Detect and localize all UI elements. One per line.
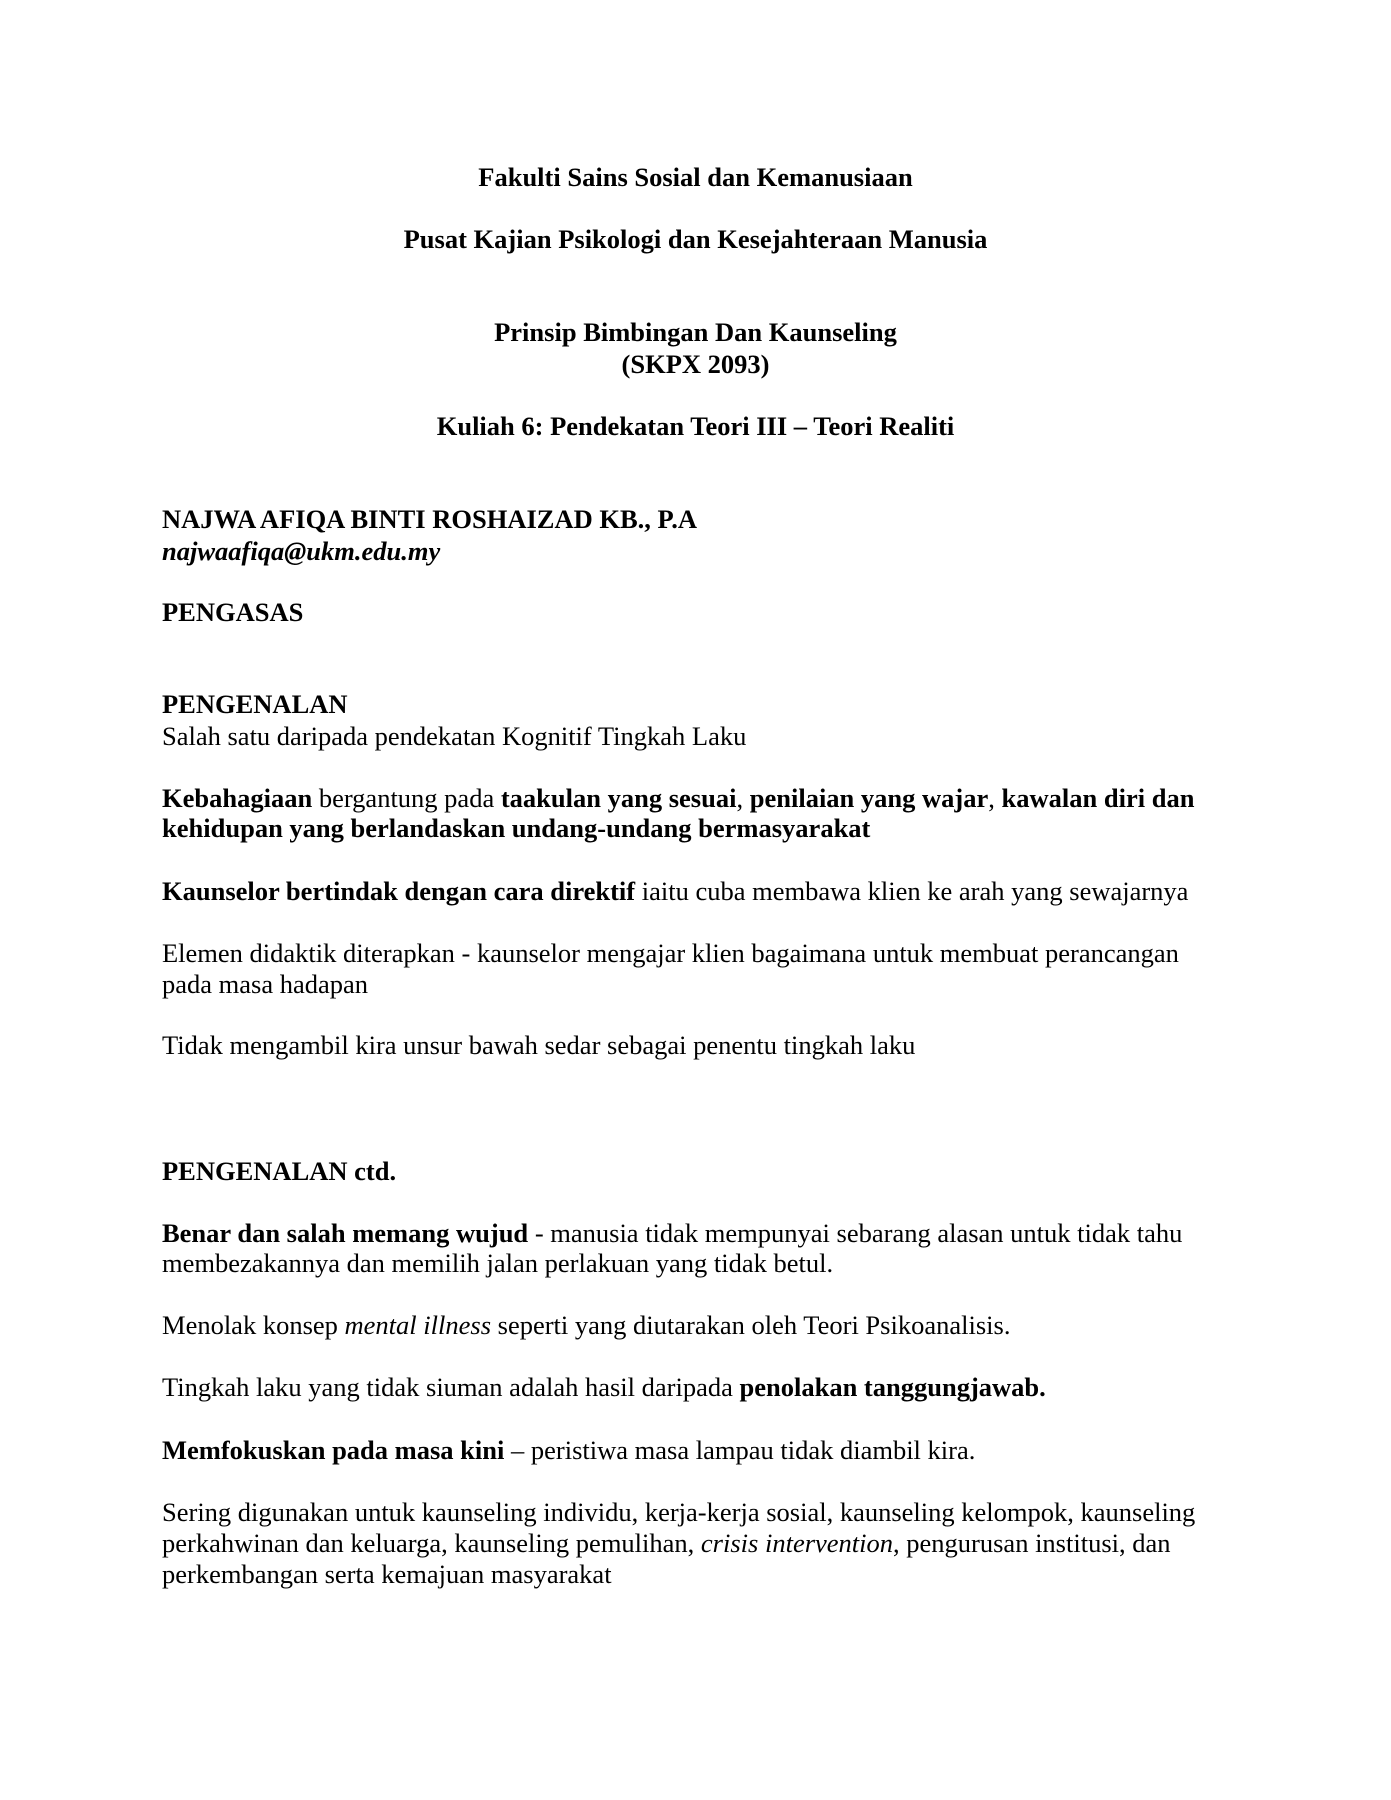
bold-text: PENGENALAN ctd. bbox=[162, 1156, 397, 1186]
text-segment: Salah satu daripada pendekatan Kognitif Tingkah Laku bbox=[162, 721, 747, 751]
text-line bbox=[162, 813, 870, 844]
text-segment: iaitu cuba membawa klien ke arah yang sewajarnya bbox=[635, 876, 1189, 906]
italic-text: mental illness bbox=[344, 1310, 492, 1340]
bold-text: Benar dan salah memang wujud bbox=[162, 1218, 529, 1248]
text-line bbox=[162, 876, 1188, 907]
text-line bbox=[162, 721, 746, 752]
text-line bbox=[162, 938, 1179, 969]
text-segment: Tidak mengambil kira unsur bawah sedar sebagai penentu tingkah laku bbox=[162, 1030, 916, 1060]
bold-text: taakulan yang sesuai bbox=[500, 783, 737, 813]
text-segment: seperti yang diutarakan oleh Teori Psikoanalisis. bbox=[491, 1310, 1011, 1340]
bold-text: Kaunselor bertindak dengan cara direktif bbox=[162, 876, 636, 906]
bold-text: PENGASAS bbox=[162, 597, 304, 627]
text-segment: pada masa hadapan bbox=[162, 969, 369, 999]
text-segment: perkahwinan dan keluarga, kaunseling pemulihan, bbox=[162, 1528, 701, 1558]
text-segment: - manusia tidak mempunyai sebarang alasan untuk tidak tahu bbox=[528, 1218, 1183, 1248]
text-segment: membezakannya dan memilih jalan perlakuan yang tidak betul. bbox=[162, 1248, 834, 1278]
text-line bbox=[162, 1435, 975, 1466]
text-line bbox=[162, 1497, 1195, 1528]
lecture-title: Kuliah 6: Pendekatan Teori III – Teori Realiti bbox=[436, 411, 955, 441]
text-line bbox=[162, 1559, 612, 1590]
text-line bbox=[162, 689, 348, 720]
author-name: NAJWA AFIQA BINTI ROSHAIZAD KB., P.A bbox=[162, 504, 698, 534]
text-line bbox=[162, 783, 1194, 814]
course-code: (SKPX 2093) bbox=[621, 349, 770, 379]
text-segment: , bbox=[736, 783, 750, 813]
bold-text: penolakan tanggungjawab. bbox=[739, 1372, 1046, 1402]
faculty-heading: Fakulti Sains Sosial dan Kemanusiaan bbox=[478, 162, 913, 192]
course-title: Prinsip Bimbingan Dan Kaunseling bbox=[494, 317, 897, 347]
text-segment: Sering digunakan untuk kaunseling individu, kerja-kerja sosial, kaunseling kelompok, kaunseling bbox=[162, 1497, 1196, 1527]
text-line bbox=[162, 1248, 833, 1279]
text-line bbox=[162, 1528, 1171, 1559]
text-segment: , pengurusan institusi, dan bbox=[893, 1528, 1171, 1558]
bold-text: penilaian yang wajar bbox=[749, 783, 989, 813]
text-segment: – peristiwa masa lampau tidak diambil kira. bbox=[504, 1435, 976, 1465]
text-segment: perkembangan serta kemajuan masyarakat bbox=[162, 1559, 612, 1589]
text-segment: Tingkah laku yang tidak siuman adalah hasil daripada bbox=[162, 1372, 740, 1402]
text-line bbox=[162, 1372, 1046, 1403]
text-segment: , bbox=[988, 783, 1002, 813]
text-line bbox=[162, 597, 303, 628]
text-segment: bergantung pada bbox=[312, 783, 501, 813]
text-line bbox=[162, 1310, 1010, 1341]
bold-text: Memfokuskan pada masa kini bbox=[162, 1435, 505, 1465]
centre-heading: Pusat Kajian Psikologi dan Kesejahteraan Manusia bbox=[403, 224, 988, 254]
text-line bbox=[162, 969, 368, 1000]
bold-text: kawalan diri dan bbox=[1001, 783, 1195, 813]
text-line bbox=[162, 1156, 396, 1187]
italic-text: crisis intervention bbox=[700, 1528, 894, 1558]
text-line bbox=[162, 1218, 1182, 1249]
bold-text: Kebahagiaan bbox=[162, 783, 313, 813]
text-segment: Menolak konsep bbox=[162, 1310, 345, 1340]
bold-text: PENGENALAN bbox=[162, 689, 348, 719]
text-segment: Elemen didaktik diterapkan - kaunselor mengajar klien bagaimana untuk membuat perancangan bbox=[162, 938, 1179, 968]
author-email: najwaafiqa@ukm.edu.my bbox=[162, 536, 441, 566]
bold-text: kehidupan yang berlandaskan undang-undang bermasyarakat bbox=[162, 813, 871, 843]
text-line bbox=[162, 1030, 915, 1061]
